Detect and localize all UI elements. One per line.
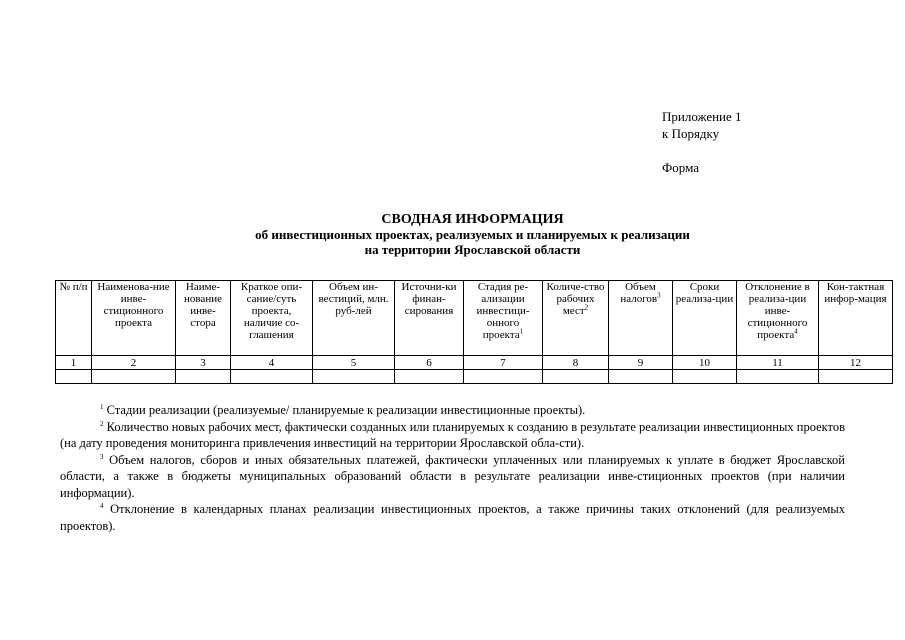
header-cell: Объем налогов$^3$ — [609, 281, 673, 356]
column-number: 11 — [737, 356, 819, 370]
header-cell: Краткое опи-сание/суть проекта, наличие со-глашения — [231, 281, 313, 356]
empty-cell — [313, 370, 395, 384]
footnote-3: $^3$ Объем налогов, сборов и иных обязательных платежей, фактически уплаченных или планируемых к уплате в бюджет Ярославской области, а также в бюджеты муниципальных образований области в результате реализации инве-стиционных проектов (при наличии информации). — [60, 452, 845, 500]
empty-cell — [673, 370, 737, 384]
header-cell: Кон-тактная инфор-мация — [819, 281, 893, 356]
column-number: 2 — [92, 356, 176, 370]
document-title — [60, 212, 885, 257]
summary-table — [55, 280, 893, 384]
appendix-line-1: Приложение 1 — [662, 109, 742, 124]
header-cell: Источни-ки финан-сирования — [395, 281, 464, 356]
column-number: 5 — [313, 356, 395, 370]
column-number: 12 — [819, 356, 893, 370]
footnote-4: $^4$ Отклонение в календарных планах реализации инвестиционных проектов, а также причины таких отклонений (для реализуемых проектов). — [60, 501, 846, 533]
header-cell: Отклонение в реализа-ции инве-стиционного проекта$^4$ — [737, 281, 819, 356]
appendix-block — [662, 108, 742, 176]
header-cell: Наименова-ние инве-стиционного проекта — [92, 281, 176, 356]
table-header-row — [56, 281, 893, 356]
column-numbers-row — [56, 356, 893, 370]
table-row-empty — [56, 370, 893, 384]
header-cell: Наиме-нование инве-стора — [176, 281, 231, 356]
empty-cell — [395, 370, 464, 384]
header-cell: Объем ин-вестиций, млн. руб-лей — [313, 281, 395, 356]
header-cell: Количе-ство рабочих мест$^2$ — [543, 281, 609, 356]
column-number: 1 — [56, 356, 92, 370]
title-line-1: СВОДНАЯ ИНФОРМАЦИЯ — [381, 212, 564, 227]
column-number: 9 — [609, 356, 673, 370]
footnote-1: $^1$ Стадии реализации (реализуемые/ планируемые к реализации инвестиционные проекты). — [100, 402, 586, 417]
empty-cell — [464, 370, 543, 384]
footnotes-block — [60, 402, 845, 534]
column-number: 7 — [464, 356, 543, 370]
column-number: 6 — [395, 356, 464, 370]
empty-cell — [56, 370, 92, 384]
form-label: Форма — [662, 160, 699, 175]
header-cell: № п/п — [56, 281, 92, 356]
empty-cell — [819, 370, 893, 384]
title-line-3: на территории Ярославской области — [364, 242, 581, 257]
empty-cell — [543, 370, 609, 384]
footnote-2: $^2$ Количество новых рабочих мест, фактически созданных или планируемых к созданию в результате реализации инвестиционных проектов (на дату проведения мониторинга привлечения инвестиций на территории Ярославской обла-сти). — [60, 419, 846, 450]
title-line-2: об инвестиционных проектах, реализуемых и планируемых к реализации — [255, 227, 690, 242]
header-cell: Стадия ре-ализации инвестици-онного проекта$^1$ — [464, 281, 543, 356]
header-cell: Сроки реализа-ции — [673, 281, 737, 356]
column-number: 8 — [543, 356, 609, 370]
empty-cell — [737, 370, 819, 384]
empty-cell — [231, 370, 313, 384]
appendix-line-2: к Порядку — [662, 126, 720, 141]
column-number: 4 — [231, 356, 313, 370]
column-number: 3 — [176, 356, 231, 370]
empty-cell — [176, 370, 231, 384]
empty-cell — [609, 370, 673, 384]
empty-cell — [92, 370, 176, 384]
column-number: 10 — [673, 356, 737, 370]
